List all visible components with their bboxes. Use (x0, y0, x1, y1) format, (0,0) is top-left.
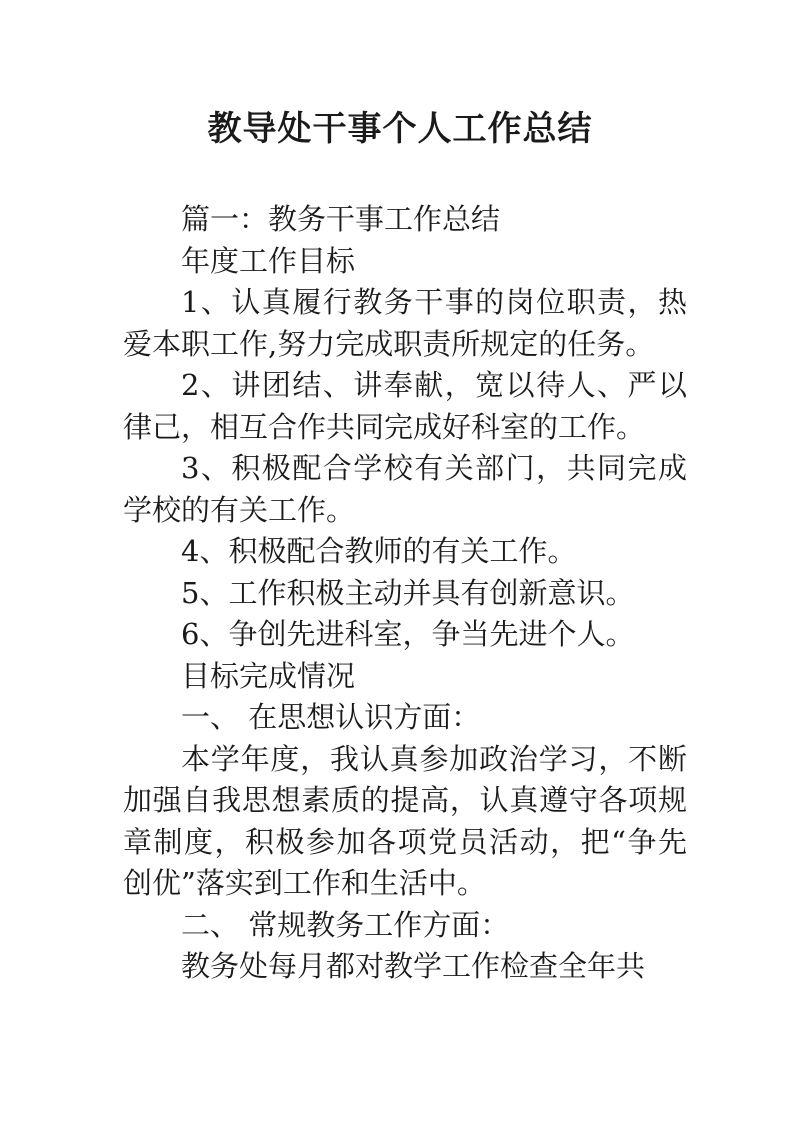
paragraph-routine-heading: 二、 常规教务工作方面： (181, 907, 510, 942)
paragraph-thought-body: 本学年度，我认真参加政治学习，不断加强自我思想素质的提高，认真遵守各项规章制度，积极参加各项党员活动，把“争先创优”落实到工作和生活中。 (123, 741, 687, 900)
paragraph-thought-heading: 一、 在思想认识方面： (181, 700, 481, 734)
paragraph-goal-4: 4、积极配合教师的有关工作。 (181, 534, 577, 568)
paragraph-goal-1: 1、认真履行教务干事的岗位职责，热爱本职工作,努力完成职责所规定的任务。 (123, 285, 687, 361)
paragraph-completion-heading: 目标完成情况 (181, 658, 356, 693)
paragraph-goal-2: 2、讲团结、讲奉献，宽以待人、严以律己，相互合作共同完成好科室的工作。 (123, 368, 687, 444)
paragraph-routine-body: 教务处每月都对教学工作检查全年共 (181, 949, 646, 983)
paragraph-goal-5: 5、工作积极主动并具有创新意识。 (181, 575, 635, 610)
document-title: 教导处干事个人工作总结 (207, 109, 593, 149)
paragraph-goal-3: 3、积极配合学校有关部门，共同完成学校的有关工作。 (123, 451, 687, 527)
paragraph-goal-6: 6、争创先进科室，争当先进个人。 (181, 617, 635, 651)
document-body (123, 199, 687, 988)
paragraph-section-heading: 篇一：教务干事工作总结 (181, 202, 501, 236)
paragraph-goal-heading: 年度工作目标 (181, 243, 356, 278)
